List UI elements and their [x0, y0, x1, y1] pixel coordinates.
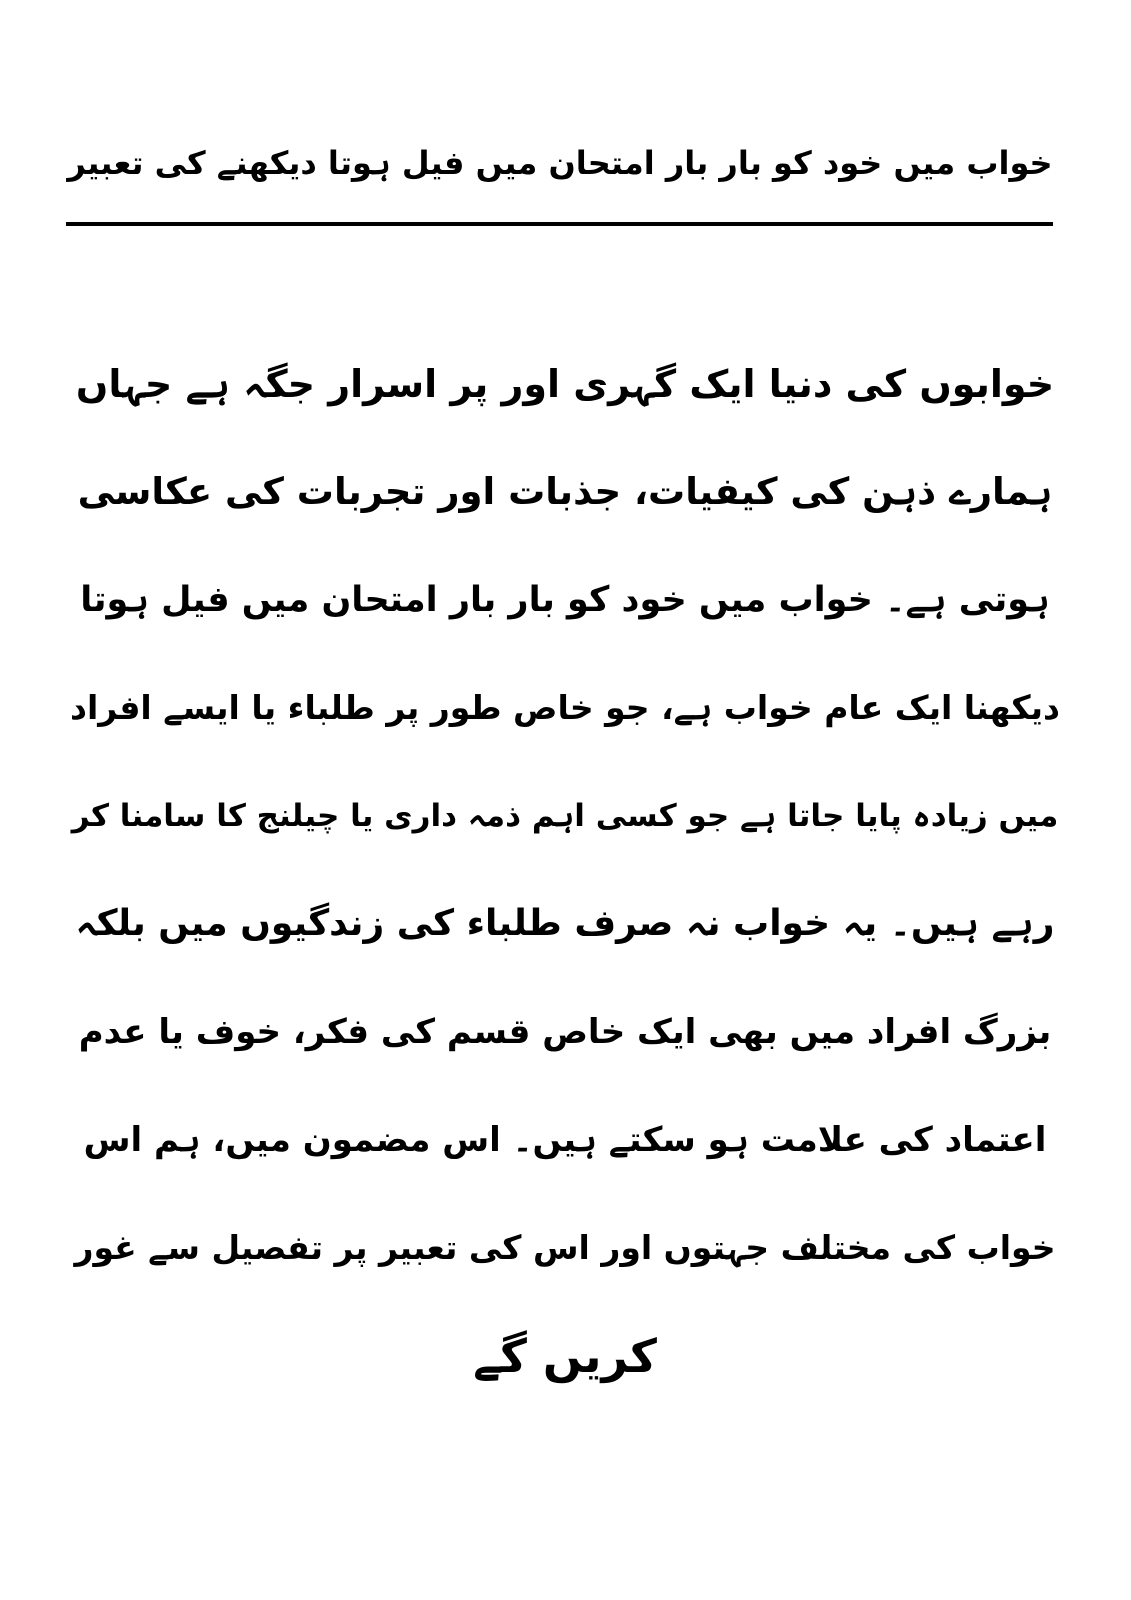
body-line: ہمارے ذہن کی کیفیات، جذبات اور تجربات کی عکاسی — [77, 470, 1053, 513]
body-line: رہے ہیں۔ یہ خواب نہ صرف طلباء کی زندگیوں میں بلکہ — [75, 903, 1055, 944]
title-underline — [66, 222, 1053, 226]
body-line: خواب کی مختلف جہتوں اور اس کی تعبیر پر تفصیل سے غور — [74, 1228, 1056, 1267]
body-line: میں زیادہ پایا جاتا ہے جو کسی اہم ذمہ داری یا چیلنج کا سامنا کر — [71, 798, 1059, 834]
body-line: خوابوں کی دنیا ایک گہری اور پر اسرار جگہ ہے جہاں — [75, 362, 1055, 406]
body-line: بزرگ افراد میں بھی ایک خاص قسم کی فکر، خوف یا عدم — [78, 1012, 1052, 1052]
body-line: کریں گے — [473, 1329, 657, 1383]
body-line: ہوتی ہے۔ خواب میں خود کو بار بار امتحان میں فیل ہوتا — [80, 580, 1050, 620]
body-line: اعتماد کی علامت ہو سکتے ہیں۔ اس مضمون میں، ہم اس — [83, 1120, 1047, 1160]
document-title: خواب میں خود کو بار بار امتحان میں فیل ہوتا دیکھنے کی تعبیر — [67, 144, 1053, 182]
article-body — [70, 330, 1060, 1410]
body-line: دیکھنا ایک عام خواب ہے، جو خاص طور پر طلباء یا ایسے افراد — [70, 688, 1060, 727]
